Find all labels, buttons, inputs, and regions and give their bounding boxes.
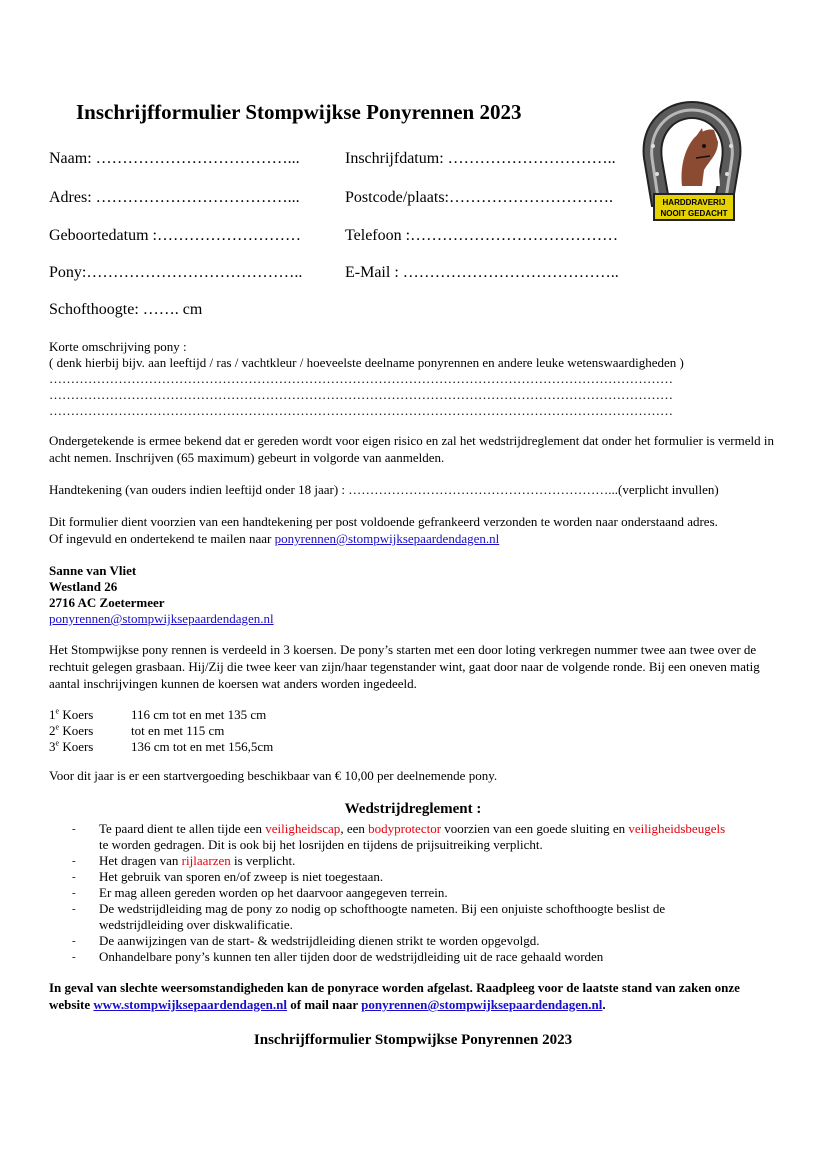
schofthoogte-field[interactable]: Schofthoogte: ……. cm [49,301,203,318]
koers-range: 136 cm tot en met 156,5cm [131,739,274,754]
koersen-table [49,707,273,755]
declaration-text: Ondergetekende is ermee bekend dat er gereden wordt voor eigen risico en zal het wedstrijdreglement dat onder het formulier is vermeld in acht nemen. Inschrijven (65 maximum) gebeurt in volgorde van aanmelden. [49,433,774,465]
website-link[interactable]: www.stompwijksepaardendagen.nl [93,997,288,1012]
logo-text-top: HARDDRAVERIJ [662,198,726,207]
koers-row [49,739,273,755]
send-text-2: Of ingevuld en ondertekend te mailen naar [49,531,275,546]
description-line-1[interactable]: ……………………………………………………………………………………………………………………………… [49,371,673,386]
address-email-link[interactable]: ponyrennen@stompwijksepaardendagen.nl [49,611,274,626]
vergoeding-text: Voor dit jaar is er een startvergoeding beschikbaar van € 10,00 per deelnemende pony. [49,768,498,783]
logo-text-bottom: NOOIT GEDACHT [660,209,728,218]
address-street: Westland 26 [49,579,118,594]
weather-notice: In geval van slechte weersomstandigheden kan de ponyrace worden afgelast. Raadpleeg voor de laatste stand van zaken onze website www.stompwijksepaardendagen.nl of mail naar ponyrennen@stompwijksepaardendagen.nl. [49,980,740,1012]
list-item: - Het gebruik van sporen en/of zweep is niet toegestaan. [72,869,384,884]
list-item: - De aanwijzingen van de start- & wedstrijdleiding dienen strikt te worden opgevolgd. [72,933,540,948]
send-email-link[interactable]: ponyrennen@stompwijksepaardendagen.nl [274,531,500,546]
koers-row [49,723,273,739]
list-item: - Er mag alleen gereden worden op het daarvoor aangegeven terrein. [72,885,448,900]
adres-field[interactable]: Adres: ………………………………... [49,189,300,206]
veiligheidscap-highlight: veiligheidscap [265,821,341,836]
send-instructions [49,513,774,547]
telefoon-field[interactable]: Telefoon :………………………………… [345,227,619,244]
koers-range: 116 cm tot en met 135 cm [131,707,267,722]
naam-field[interactable]: Naam: ………………………………... [49,150,300,167]
koers-range: tot en met 115 cm [131,723,225,738]
pony-field[interactable]: Pony:………………………………….. [49,264,303,281]
bodyprotector-highlight: bodyprotector [368,821,442,836]
list-item: - Onhandelbare pony’s kunnen ten aller tijden door de wedstrijdleiding uit de race gehaald worden [72,949,604,964]
signature-field[interactable]: Handtekening (van ouders indien leeftijd onder 18 jaar) : ……………………………………………………...(verplicht invullen) [49,482,719,497]
koers-row [49,707,273,723]
list-item: - Te paard dient te allen tijde een veiligheidscap, een bodyprotector voorzien van een goede sluiting en veiligheidsbeugels te worden gedragen. Dit is ook bij het losrijden en tijdens de prijsuitreiking verplicht. [72,821,726,852]
koers-label: 2e Koers [49,722,94,738]
page-title: Inschrijfformulier Stompwijkse Ponyrennen 2023 [76,100,522,124]
postcode-field[interactable]: Postcode/plaats:…………………………. [345,189,613,206]
veiligheidsbeugels-highlight: veiligheidsbeugels [628,821,726,836]
footer-title: Inschrijfformulier Stompwijkse Ponyrennen 2023 [253,1032,573,1048]
koers-label: 3e Koers [49,738,94,754]
list-item: - De wedstrijdleiding mag de pony zo nodig op schofthoogte nameten. Bij een onjuiste schofthoogte beslist de wedstrijdleiding over diskwalificatie. [72,901,666,932]
description-hint: ( denk hierbij bijv. aan leeftijd / ras / vachtkleur / hoeveelste deelname ponyrennen en andere leuke wetenswaardigheden ) [49,355,684,370]
rijlaarzen-highlight: rijlaarzen [181,853,231,868]
list-item: - Het dragen van rijlaarzen is verplicht. [72,853,296,868]
description-line-2[interactable]: ……………………………………………………………………………………………………………………………… [49,387,673,402]
inschrijfdatum-field[interactable]: Inschrijfdatum: ………………………….. [345,150,616,167]
koers-label: 1e Koers [49,706,94,722]
weather-email-link[interactable]: ponyrennen@stompwijksepaardendagen.nl [361,997,603,1012]
reglement-title: Wedstrijdreglement : [344,801,482,817]
horseshoe-logo [638,98,746,226]
address-city: 2716 AC Zoetermeer [49,595,165,610]
info-text: Het Stompwijkse pony rennen is verdeeld in 3 koersen. De pony’s starten met een door loting verkregen nummer twee aan twee over de rechtuit gelegen grasbaan. Hij/Zij die twee keer van zijn/haar tegenstander wint, gaat door naar de volgende ronde. Bij een oneven matig aantal inschrijvingen kunnen de koersen wat anders worden ingedeeld. [49,642,760,691]
description-label: Korte omschrijving pony : [49,339,187,354]
reglement-list [72,821,732,965]
geboortedatum-field[interactable]: Geboortedatum :……………………… [49,227,301,244]
address-name: Sanne van Vliet [49,563,137,578]
send-text-1: Dit formulier dient voorzien van een handtekening per post voldoende gefrankeerd verzonden te worden naar onderstaand adres. [49,514,718,529]
email-field[interactable]: E-Mail : ………………………………….. [345,264,619,281]
description-line-3[interactable]: ……………………………………………………………………………………………………………………………… [49,403,673,418]
